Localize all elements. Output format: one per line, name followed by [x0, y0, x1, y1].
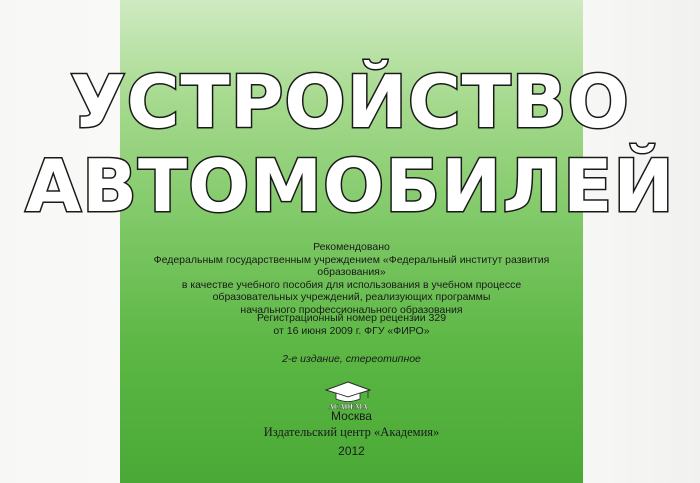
recommendation-line: Рекомендовано: [313, 241, 390, 253]
recommendation-block: [120, 241, 583, 316]
recommendation-line: начального профессионального образования: [240, 303, 463, 316]
registration-line: от 16 июня 2009 г. ФГУ «ФИРО»: [273, 324, 430, 337]
publisher-city: Москва: [331, 409, 372, 423]
registration-block: [120, 312, 583, 337]
recommendation-line: в качестве учебного пособия для использования в учебном процессе: [181, 278, 522, 291]
logo-text: ACADEMA: [328, 402, 368, 410]
title-line-1: УСТРОЙСТВО: [70, 60, 630, 144]
publication-year: 2012: [338, 444, 365, 458]
publisher-name: Издательский центр «Академия»: [263, 425, 440, 439]
edition-note: 2-е издание, стереотипное: [282, 353, 421, 365]
recommendation-line: образовательных учреждений, реализующих программы: [212, 291, 491, 303]
academia-logo-icon: [318, 380, 378, 410]
title-line-2: АВТОМОБИЛЕЙ: [25, 144, 675, 228]
registration-line: Регистрационный номер рецензии 329: [256, 312, 447, 324]
recommendation-line: Федеральным государственным учреждением «Федеральный институт развития образования»: [153, 253, 550, 278]
